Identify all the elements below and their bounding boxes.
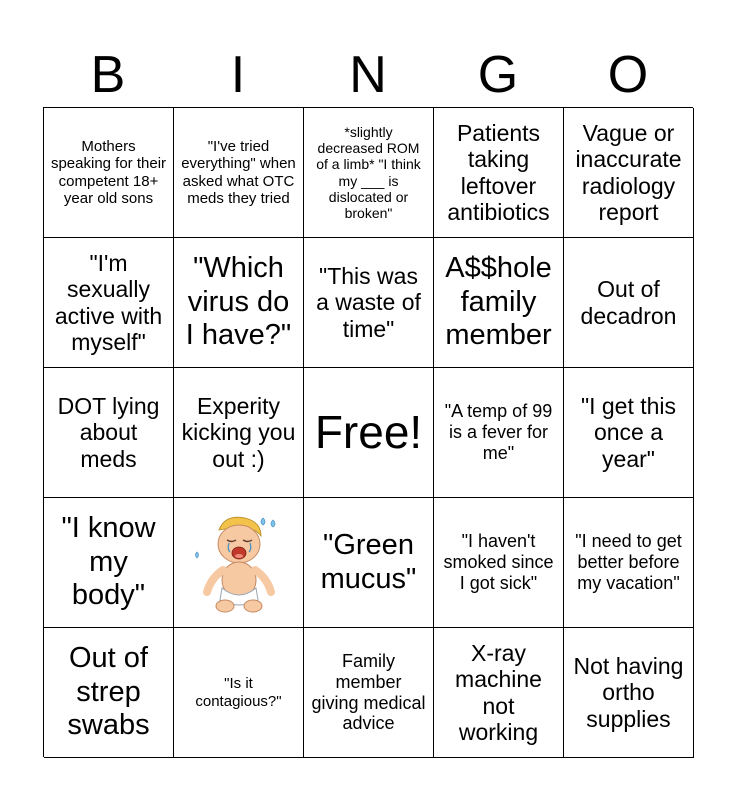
cell-text: "Which virus do I have?" <box>185 252 292 352</box>
cell-text: X-ray machine not working <box>455 639 542 745</box>
cell-text: "I'm sexually active with myself" <box>54 249 163 355</box>
header-letter-g: G <box>477 46 519 104</box>
cell-text: Out of strep swabs <box>67 642 150 742</box>
cell-text: "I get this once a year" <box>580 392 677 472</box>
cell-text: "I haven't smoked since I got sick" <box>443 531 554 593</box>
bingo-cell[interactable] <box>434 108 564 238</box>
bingo-cell[interactable] <box>304 498 434 628</box>
cell-text: "This was a waste of time" <box>316 262 421 342</box>
bingo-cell[interactable] <box>174 238 304 368</box>
cell-text: Not having ortho supplies <box>573 652 684 732</box>
bingo-cell[interactable] <box>44 368 174 498</box>
bingo-cell[interactable] <box>564 628 694 758</box>
cell-text: Out of decadron <box>580 276 677 329</box>
cell-text: *slightly decreased ROM of a limb* "I think my ___ is dislocated or broken" <box>316 124 421 221</box>
bingo-board <box>43 107 693 757</box>
cell-text: A$$hole family member <box>445 252 552 352</box>
free-cell[interactable] <box>304 368 434 498</box>
header-letter-b: B <box>90 46 126 104</box>
bingo-cell[interactable] <box>304 238 434 368</box>
cell-text: "I've tried everything" when asked what OTC meds they tried <box>181 138 296 207</box>
bingo-cell[interactable] <box>44 498 174 628</box>
bingo-cell[interactable] <box>564 108 694 238</box>
cell-text: Family member giving medical advice <box>311 651 426 734</box>
crying-baby-icon <box>189 508 289 618</box>
bingo-cell[interactable] <box>434 238 564 368</box>
bingo-cell[interactable] <box>44 628 174 758</box>
cell-text: Mothers speaking for their competent 18+ year old sons <box>50 138 167 207</box>
bingo-header <box>43 44 693 106</box>
bingo-cell[interactable] <box>44 238 174 368</box>
header-letter-n: N <box>349 46 387 104</box>
bingo-cell[interactable] <box>564 498 694 628</box>
cell-text: DOT lying about meds <box>57 392 160 472</box>
bingo-cell[interactable] <box>304 108 434 238</box>
header-letter-o: O <box>607 46 649 104</box>
cell-text: "Green mucus" <box>320 529 417 595</box>
cell-text: "Is it contagious?" <box>195 675 282 710</box>
bingo-cell[interactable] <box>174 628 304 758</box>
bingo-cell[interactable] <box>564 368 694 498</box>
bingo-cell[interactable] <box>304 628 434 758</box>
cell-text: "A temp of 99 is a fever for me" <box>444 401 553 463</box>
bingo-cell[interactable] <box>434 498 564 628</box>
bingo-cell[interactable] <box>174 108 304 238</box>
cell-text: Vague or inaccurate radiology report <box>575 119 682 225</box>
bingo-cell[interactable] <box>434 368 564 498</box>
bingo-cell[interactable] <box>434 628 564 758</box>
header-letter-i: I <box>230 46 246 104</box>
image-cell[interactable] <box>174 498 304 628</box>
cell-text: "I know my body" <box>61 512 156 612</box>
cell-text: "I need to get better before my vacation" <box>575 531 682 593</box>
cell-text: Free! <box>314 406 423 459</box>
bingo-cell[interactable] <box>44 108 174 238</box>
bingo-cell[interactable] <box>564 238 694 368</box>
cell-text: Patients taking leftover antibiotics <box>447 119 550 225</box>
cell-text: Experity kicking you out :) <box>181 392 296 472</box>
bingo-cell[interactable] <box>174 368 304 498</box>
